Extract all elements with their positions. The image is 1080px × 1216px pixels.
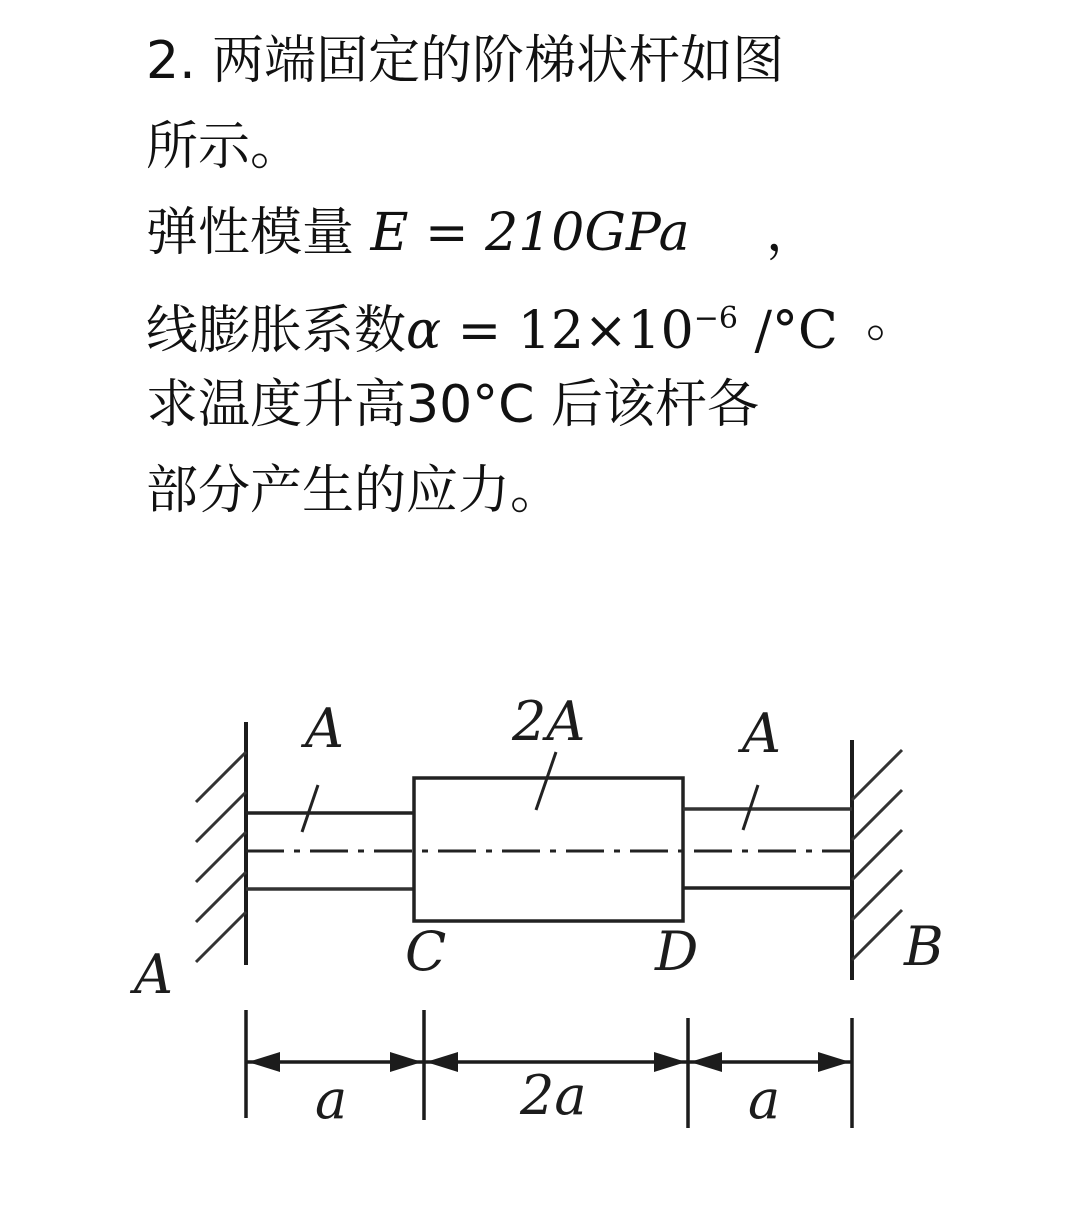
- expansion-value: = 12×10: [441, 301, 694, 361]
- arrow-2a-right: [654, 1052, 686, 1072]
- arrow-a2-left: [690, 1052, 722, 1072]
- problem-line-2: 所示。: [146, 117, 303, 177]
- expansion-exponent: −6: [693, 301, 738, 336]
- right-fixed-support: [852, 740, 902, 980]
- area-label-left: A: [305, 697, 344, 760]
- modulus-label: 弹性模量: [146, 203, 355, 263]
- problem-line-5: 求温度升高30°C 后该杆各: [146, 375, 760, 435]
- point-label-c: C: [405, 920, 447, 983]
- line-3-comma: ，: [766, 203, 819, 263]
- leader-left: [302, 785, 318, 832]
- line-4-period: 。: [866, 289, 919, 349]
- bar-segment-right: [683, 809, 852, 888]
- point-label-d: D: [655, 920, 699, 983]
- expansion-unit: /°C: [737, 301, 838, 361]
- expansion-label: 线膨胀系数: [146, 301, 407, 361]
- right-wall-hatching: [852, 750, 902, 960]
- modulus-value: E = 210GPa: [370, 203, 690, 263]
- arrow-a1-right: [390, 1052, 422, 1072]
- left-fixed-support: [196, 722, 246, 965]
- leader-middle: [536, 752, 556, 810]
- area-label-middle: 2A: [512, 690, 586, 753]
- dimension-label-a-left: a: [315, 1068, 348, 1131]
- dimension-label-a-right: a: [748, 1068, 781, 1131]
- left-wall-hatching: [196, 752, 246, 962]
- support-label-right: B: [904, 915, 944, 978]
- dimension-label-2a: 2a: [520, 1064, 587, 1127]
- area-label-right: A: [742, 702, 781, 765]
- alpha-symbol: α: [406, 301, 442, 361]
- arrow-a2-right: [818, 1052, 850, 1072]
- problem-line-1: 2. 两端固定的阶梯状杆如图: [146, 31, 785, 91]
- arrow-a1-left: [248, 1052, 280, 1072]
- support-label-left: A: [134, 943, 173, 1006]
- problem-line-6: 部分产生的应力。: [146, 461, 563, 521]
- arrow-2a-left: [426, 1052, 458, 1072]
